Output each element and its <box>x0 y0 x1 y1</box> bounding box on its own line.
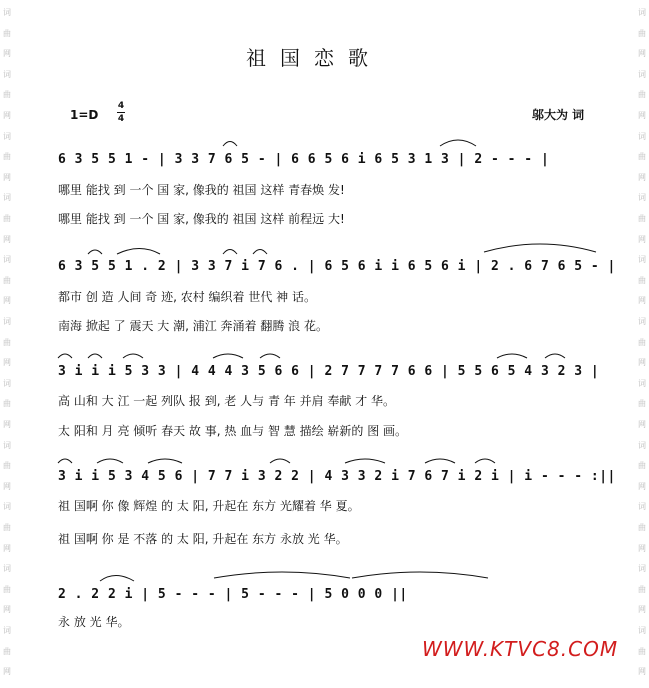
watermark-char: 曲 <box>638 523 646 532</box>
watermark-char: 网 <box>3 172 11 182</box>
watermark-char: 网 <box>638 420 646 429</box>
slur <box>88 354 102 358</box>
watermark-char: 词 <box>638 440 646 450</box>
watermark-char: 词 <box>638 564 646 574</box>
slur <box>117 249 160 255</box>
watermark-char: 网 <box>638 111 646 120</box>
system-5-notes: 2 . 2 2 i | 5 - - - | 5 - - - | 5 0 0 0 || <box>58 587 408 602</box>
system-2-lyric-verse-2: 南海 掀起 了 震天 大 潮, 浦江 奔涌着 翻腾 浪 花。 <box>58 319 328 333</box>
watermark-char: 网 <box>3 420 11 429</box>
time-signature-top: 4 <box>117 101 125 111</box>
watermark-char: 网 <box>3 234 11 244</box>
watermark-char: 词 <box>3 193 11 203</box>
system-4-lyric-verse-2: 祖 国啊 你 是 不落 的 太 阳, 升起在 东方 永放 光 华。 <box>58 532 348 546</box>
slur <box>345 459 385 463</box>
watermark-char: 曲 <box>638 90 646 100</box>
watermark-char: 词 <box>3 378 11 388</box>
watermark-char: 曲 <box>3 523 11 532</box>
watermark-char: 曲 <box>3 399 11 409</box>
watermark-char: 词 <box>638 69 646 79</box>
watermark-char: 曲 <box>3 646 11 656</box>
watermark-char: 曲 <box>3 28 11 38</box>
slur <box>223 142 237 147</box>
watermark-char: 曲 <box>3 275 11 285</box>
watermark-char: 网 <box>3 49 11 59</box>
watermark-char: 词 <box>638 317 646 326</box>
watermark-char: 曲 <box>3 90 11 100</box>
slur <box>97 459 123 463</box>
watermark-char: 曲 <box>638 646 646 656</box>
system-1-lyric-verse-1: 哪里 能找 到 一个 国 家, 像我的 祖国 这样 青春焕 发! <box>58 183 345 197</box>
slur <box>270 459 290 463</box>
slur <box>213 354 243 358</box>
watermark-char: 网 <box>638 172 646 182</box>
watermark-char: 词 <box>638 131 646 141</box>
slur <box>223 250 237 255</box>
system-2-lyric-verse-1: 都市 创 造 人间 奇 迹, 农村 编织着 世代 神 话。 <box>58 290 316 304</box>
system-1-lyric-verse-2: 哪里 能找 到 一个 国 家, 像我的 祖国 这样 前程远 大! <box>58 212 345 226</box>
slur <box>253 250 267 255</box>
watermark-char: 网 <box>638 296 646 306</box>
watermark-char: 曲 <box>3 461 11 471</box>
tie <box>352 572 488 578</box>
watermark-char: 曲 <box>638 399 646 409</box>
watermark-char: 词 <box>3 69 11 79</box>
slur <box>545 354 565 358</box>
watermark-char: 曲 <box>638 461 646 471</box>
watermark-char: 曲 <box>3 337 11 347</box>
watermark-char: 网 <box>3 111 11 120</box>
song-title: 祖国恋歌 <box>246 46 382 70</box>
watermark-char: 词 <box>638 502 646 512</box>
watermark-char: 词 <box>638 378 646 388</box>
watermark-char: 网 <box>638 234 646 244</box>
watermark-char: 词 <box>638 193 646 203</box>
watermark-char: 词 <box>3 317 11 326</box>
system-3-lyric-verse-1: 高 山和 大 江 一起 列队 报 到, 老 人与 青 年 并肩 奉献 才 华。 <box>58 394 396 408</box>
slur <box>425 459 455 463</box>
watermark-char: 曲 <box>3 152 11 162</box>
watermark-char: 曲 <box>638 337 646 347</box>
site-url[interactable]: WWW.KTVC8.COM <box>422 637 619 661</box>
watermark-char: 网 <box>3 605 11 615</box>
slur <box>475 459 495 463</box>
watermark-char: 词 <box>638 255 646 265</box>
system-4-lyric-verse-1: 祖 国啊 你 像 辉煌 的 太 阳, 升起在 东方 光耀着 华 夏。 <box>58 499 360 513</box>
slur <box>58 354 72 358</box>
watermark-char: 网 <box>3 296 11 306</box>
watermark-char: 网 <box>638 667 646 677</box>
watermark-char: 词 <box>638 626 646 635</box>
watermark-char: 曲 <box>3 214 11 223</box>
system-4-notes: 3 i i 5 3 4 5 6 | 7 7 i 3 2 2 | 4 3 3 2 i 7 6 7 i 2 i | i - - - :|| <box>58 469 616 484</box>
system-3-lyric-verse-2: 太 阳和 月 亮 倾听 春天 故 事, 热 血与 智 慧 描绘 崭新的 图 画。 <box>58 424 408 438</box>
key-signature: 1=D <box>70 108 99 122</box>
watermark-char: 曲 <box>3 584 11 594</box>
watermark-char: 网 <box>638 49 646 59</box>
slur <box>260 354 280 358</box>
slur <box>484 244 596 252</box>
slur <box>123 354 143 358</box>
watermark-char: 曲 <box>638 275 646 285</box>
slur <box>440 140 476 146</box>
system-3-notes: 3 i i i 5 3 3 | 4 4 4 3 5 6 6 | 2 7 7 7 7 6 6 | 5 5 6 5 4 3 2 3 | <box>58 364 600 379</box>
watermark-char: 曲 <box>638 152 646 162</box>
watermark-char: 词 <box>3 502 11 512</box>
watermark-char: 网 <box>638 481 646 491</box>
watermark-char: 曲 <box>638 584 646 594</box>
watermark-char: 网 <box>3 358 11 368</box>
slur <box>58 459 72 463</box>
system-5-lyric: 永 放 光 华。 <box>58 615 130 629</box>
system-1-notes: 6 3 5 5 1 - | 3 3 7 6 5 - | 6 6 5 6 i 6 5 3 1 3 | 2 - - - | <box>58 152 550 167</box>
watermark-char: 网 <box>3 543 11 553</box>
watermark-char: 词 <box>3 131 11 141</box>
watermark-char: 词 <box>3 440 11 450</box>
watermark-char: 词 <box>638 8 646 17</box>
watermark-char: 词 <box>3 626 11 635</box>
watermark-char: 网 <box>3 481 11 491</box>
time-signature-bottom: 4 <box>117 114 125 124</box>
watermark-char: 网 <box>638 543 646 553</box>
slur <box>148 459 182 463</box>
composer-credit: 邬大为 词 <box>532 108 585 122</box>
watermark-char: 曲 <box>638 214 646 223</box>
watermark-char: 词 <box>3 8 11 17</box>
watermark-char: 曲 <box>638 28 646 38</box>
slur <box>88 250 102 254</box>
watermark-char: 词 <box>3 255 11 265</box>
watermark-char: 网 <box>638 358 646 368</box>
system-2-notes: 6 3 5 5 1 . 2 | 3 3 7 i 7 6 . | 6 5 6 i i 6 5 6 i | 2 . 6 7 6 5 - | <box>58 259 616 274</box>
slur <box>497 354 527 358</box>
tie <box>214 572 350 578</box>
slur <box>100 576 134 582</box>
watermark-char: 网 <box>638 605 646 615</box>
watermark-char: 词 <box>3 564 11 574</box>
watermark-char: 网 <box>3 667 11 677</box>
